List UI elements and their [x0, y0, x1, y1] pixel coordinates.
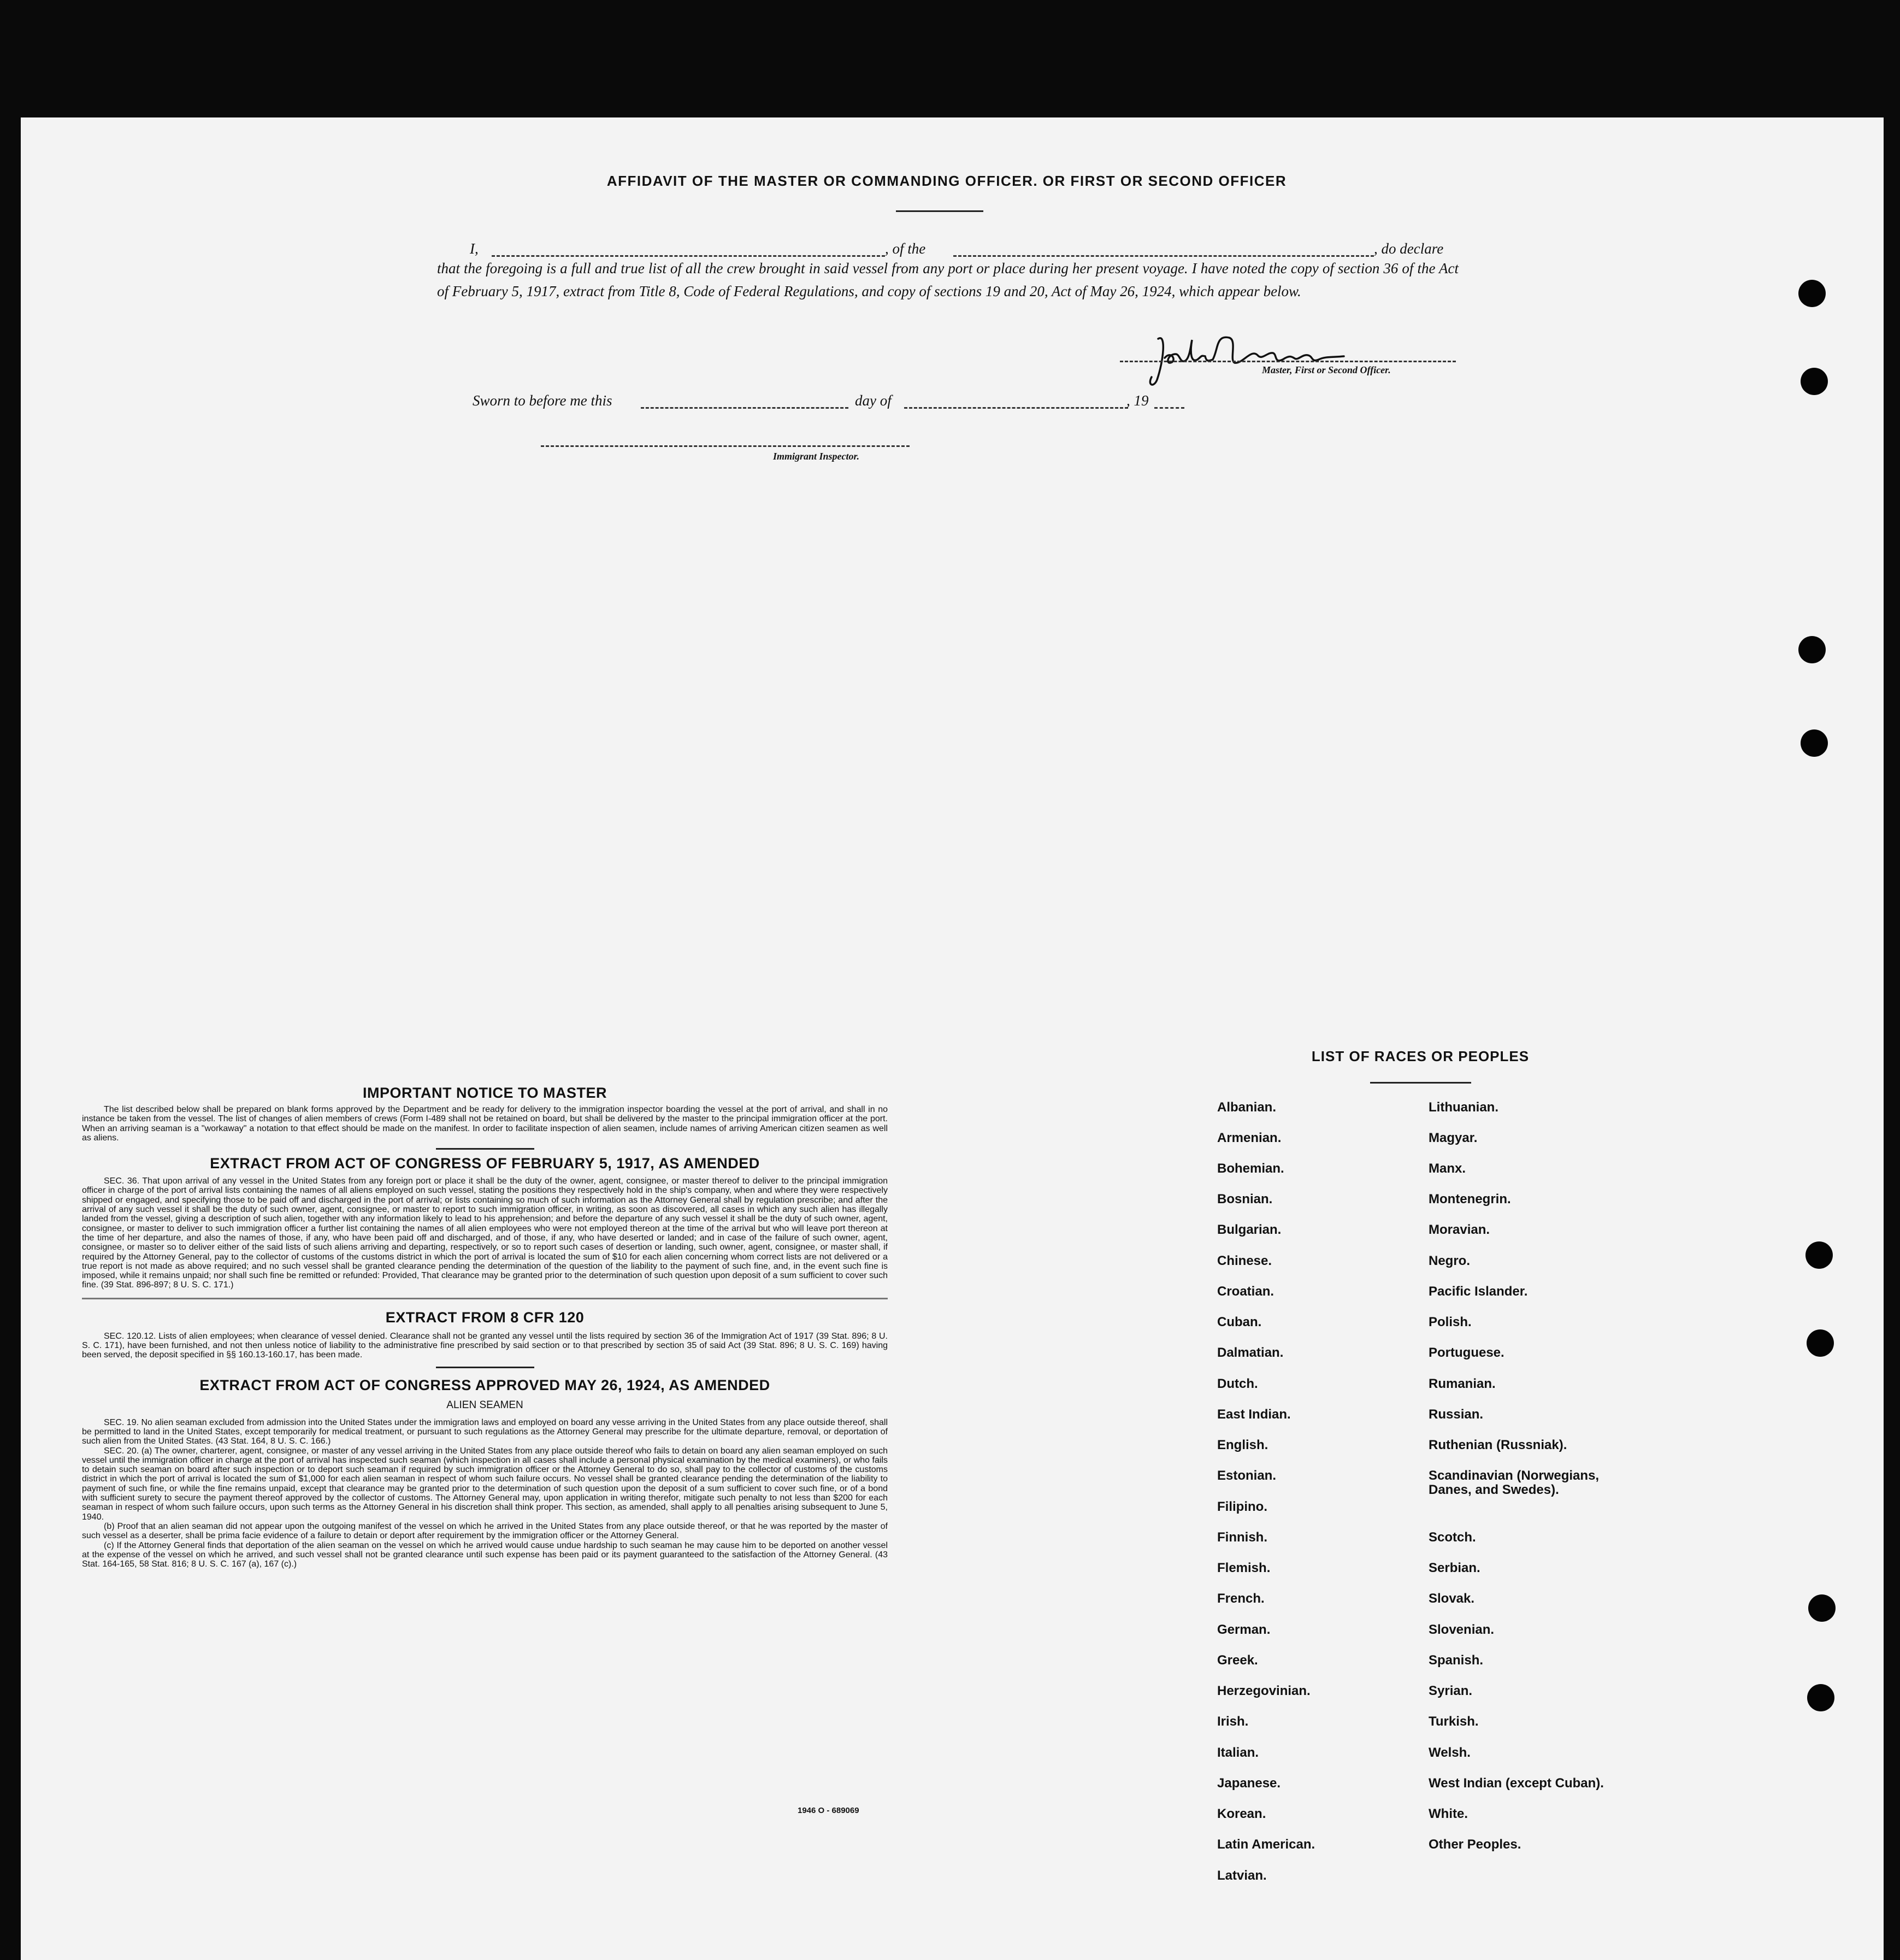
do-declare-label: , do declare [1374, 240, 1444, 257]
legal-notices-column [82, 1085, 888, 1569]
race-item: Scandinavian (Norwegians, Danes, and Swedes). [1429, 1468, 1600, 1497]
day-of-label: day of [855, 392, 892, 409]
race-item: French. [1217, 1591, 1265, 1606]
race-item: White. [1429, 1806, 1468, 1821]
race-item: Ruthenian (Russniak). [1429, 1438, 1567, 1452]
extract-1924-title: EXTRACT FROM ACT OF CONGRESS APPROVED MAY 26, 1924, AS AMENDED [199, 1376, 770, 1393]
extract-cfr-title: EXTRACT FROM 8 CFR 120 [385, 1309, 585, 1326]
punch-hole [1801, 368, 1828, 395]
document-page [21, 117, 1884, 1960]
punch-hole [1807, 1684, 1834, 1711]
sec-20b-body: (b) Proof that an alien seaman did not appear upon the outgoing manifest of the vessel on which he arrived in the United States from any place outside thereof, or that he was reported by the master of such vessel as a deserter, shall be prima facie evidence of a failure to detain or deport after requirement by the immigration officer or the Attorney General. [82, 1521, 888, 1541]
sworn-label: Sworn to before me this [473, 392, 612, 409]
race-item: Montenegrin. [1429, 1192, 1511, 1206]
race-item: West Indian (except Cuban). [1429, 1776, 1604, 1791]
race-item: Latvian. [1217, 1868, 1267, 1883]
race-item: Spanish. [1429, 1653, 1484, 1668]
extract-cfr-body: SEC. 120.12. Lists of alien employees; when clearance of vessel denied. Clearance shall not be granted any vessel until the lists required by section 36 of the Immigration Act of 1917 (39 Stat. 896; 8 U. S. C. 171), have been furnished, and not then unless notice of liability to the administrative fine prescribed by said section or to that prescribed by section 35 of said Act (39 Stat. 896; 8 U. S. C. 169) having been served, the deposit specified in §§ 160.13-160.17, has been made. [82, 1331, 888, 1360]
race-item: Finnish. [1217, 1530, 1267, 1545]
race-item: Polish. [1429, 1315, 1472, 1329]
sworn-year-blank [1154, 407, 1184, 409]
punch-hole [1798, 280, 1826, 307]
race-item: Other Peoples. [1429, 1837, 1521, 1852]
race-item: Russian. [1429, 1407, 1484, 1422]
race-item: Magyar. [1429, 1131, 1478, 1145]
divider [436, 1367, 534, 1368]
year-label: , 19 [1126, 392, 1149, 409]
race-item: Moravian. [1429, 1222, 1490, 1237]
print-code: 1946 O - 689069 [798, 1806, 859, 1815]
sec-19-body: SEC. 19. No alien seaman excluded from admission into the United States under the immigration laws and employed on board any vesse arriving in the United States from any place outside thereof, shall be permitted to land in the United States, except temporarily for medical treatment, or pursuant to such regulations as the Attorney General may prescribe for the ultimate departure, removal, or deportation of such alien from the United States. (43 Stat. 164, 8 U. S. C. 166.) [82, 1417, 888, 1446]
punch-hole [1808, 1594, 1836, 1622]
race-item: Korean. [1217, 1806, 1266, 1821]
race-item: Bulgarian. [1217, 1222, 1282, 1237]
signature-caption: Master, First or Second Officer. [1262, 364, 1391, 375]
race-item: Manx. [1429, 1161, 1466, 1176]
race-item: Scotch. [1429, 1530, 1476, 1545]
divider [82, 1298, 888, 1299]
sec-20c-body: (c) If the Attorney General finds that deportation of the alien seaman on the vessel on which he arrived would cause undue hardship to such seaman he may cause him to be deported on another vessel at the expense of the vessel on which he arrived, and such vessel shall not be granted clearance until such expense has been paid or its payment guaranteed to the satisfaction of the Attorney General. (43 Stat. 164-165, 58 Stat. 816; 8 U. S. C. 167 (a), 167 (c).) [82, 1540, 888, 1569]
race-item: German. [1217, 1622, 1271, 1637]
inspector-signature-line [541, 445, 910, 447]
race-item: East Indian. [1217, 1407, 1291, 1422]
race-item: Welsh. [1429, 1745, 1471, 1760]
punch-hole [1801, 729, 1828, 757]
race-item: Irish. [1217, 1714, 1249, 1729]
race-item: Slovenian. [1429, 1622, 1495, 1637]
race-item: Herzegovinian. [1217, 1684, 1311, 1698]
race-item: Japanese. [1217, 1776, 1281, 1791]
race-item: Armenian. [1217, 1131, 1282, 1145]
title-underline [896, 210, 983, 212]
affidavit-title: AFFIDAVIT OF THE MASTER OR COMMANDING OFFICER. OR FIRST OR SECOND OFFICER [606, 173, 1287, 189]
race-item: Serbian. [1429, 1561, 1480, 1575]
sworn-month-blank [904, 407, 1128, 409]
alien-seamen-subtitle: ALIEN SEAMEN [446, 1399, 523, 1411]
race-item: Filipino. [1217, 1499, 1267, 1514]
race-item: Flemish. [1217, 1561, 1271, 1575]
races-list-title: LIST OF RACES OR PEOPLES [1311, 1048, 1530, 1064]
race-item: Chinese. [1217, 1253, 1272, 1268]
races-title-underline [1370, 1082, 1471, 1084]
race-item: Syrian. [1429, 1684, 1473, 1698]
punch-hole [1798, 636, 1826, 663]
race-item: Negro. [1429, 1253, 1471, 1268]
race-item: Dutch. [1217, 1376, 1258, 1391]
race-item: Rumanian. [1429, 1376, 1496, 1391]
extract-1917-body: SEC. 36. That upon arrival of any vessel in the United States from any foreign port or place it shall be the duty of the owner, agent, consignee, or master thereof to deliver to the principal immigration officer in charge of the port of arrival lists containing the names of all aliens employed on such vessel, stating the positions they respectively hold in the ship's company, when and where they were respectively shipped or engaged, and specifying those to be paid off and discharged in the port of arrival; or lists containing so much of such information as the Attorney General shall by regulation prescribe; and after the arrival of any such vessel it shall be the duty of such owner, agent, consignee, or master to report to such immigration officer, in writing, as soon as discovered, all cases in which any such alien has illegally landed from the vessel, giving a description of such alien, together with any information likely to lead to his apprehension; and before the departure of any such vessel it shall be the duty of such owner, agent, consignee, or master to deliver to such immigration officer a further list containing the names of all alien employees who were not employed thereon at the time of the arrival but who will leave port thereon at the time of her departure, and also the names of those, if any, who have been paid off and discharged, and of those, if any, who have deserted or landed; and in case of the failure of such owner, agent, consignee, or master so to deliver either of the said lists of such aliens arriving and departing, respectively, or so to report such cases of desertion or landing, such owner, agent, consignee, or master shall, if required by the Attorney General, pay to the collector of customs of the customs district in which the port of arrival is located the sum of $10 for each alien concerning whom correct lists are not delivered or a true report is not made as above required; and no such vessel shall be granted clearance pending the determination of the question of the liability to the payment of such fine, and, in the event such fine is imposed, while it remains unpaid; nor shall such fine be remitted or refunded: Provided, That clearance may be granted prior to the determination of such question upon deposit of a sum sufficient to cover such fine. (39 Stat. 896-897; 8 U. S. C. 171.) [82, 1176, 888, 1290]
punch-hole [1805, 1241, 1833, 1269]
notice-title: IMPORTANT NOTICE TO MASTER [363, 1085, 607, 1101]
divider [436, 1148, 534, 1150]
race-item: Greek. [1217, 1653, 1258, 1668]
punch-hole [1807, 1329, 1834, 1357]
notice-body: The list described below shall be prepared on blank forms approved by the Department and be ready for delivery to the immigration inspector boarding the vessel at the port of arrival, and shall in no instance be taken from the vessel. The list of changes of alien members of crews (Form I-489 shall not be retained on board, but shall be delivered by the master to the principal immigration officer at the port. When an arriving seaman is a "workaway" a notation to that effect should be made on the manifest. In order to facilitate inspection of alien seamen, include names of arriving American citizen seamen as well as aliens. [82, 1105, 888, 1143]
race-item: Dalmatian. [1217, 1345, 1284, 1360]
of-the-label: , of the [885, 240, 926, 257]
race-item: Latin American. [1217, 1837, 1315, 1852]
inspector-caption: Immigrant Inspector. [773, 451, 860, 462]
race-item: English. [1217, 1438, 1268, 1452]
race-item: Slovak. [1429, 1591, 1475, 1606]
race-item: Bohemian. [1217, 1161, 1284, 1176]
race-item: Bosnian. [1217, 1192, 1273, 1206]
race-item: Cuban. [1217, 1315, 1262, 1329]
race-item: Pacific Islander. [1429, 1284, 1528, 1299]
race-item: Lithuanian. [1429, 1100, 1498, 1115]
race-item: Croatian. [1217, 1284, 1274, 1299]
sworn-day-blank [641, 407, 848, 409]
signature-line [1120, 361, 1456, 362]
race-item: Albanian. [1217, 1100, 1277, 1115]
extract-1917-title: EXTRACT FROM ACT OF CONGRESS OF FEBRUARY 5, 1917, AS AMENDED [210, 1155, 760, 1172]
race-item: Portuguese. [1429, 1345, 1504, 1360]
race-item: Turkish. [1429, 1714, 1479, 1729]
sec-20a-body: SEC. 20. (a) The owner, charterer, agent, consignee, or master of any vessel arriving in the United States from any place outside thereof who fails to detain on board any alien seaman employed on such vessel until the immigration officer in charge at the port of arrival has inspected such seaman (which inspection in all cases shall include a personal physical examination by the medical examiners), or who fails to detain such seaman on board after such inspection or to deport such seaman if required by such immigration officer or the Attorney General to do so, shall pay to the collector of customs of the customs district in which the port of arrival is located the sum of $1,000 for each alien seaman in respect of whom such failure occurs. No vessel shall be granted clearance pending the determination of the liability to payment of such fine, or while the fine remains unpaid, except that clearance may be granted prior to the determination of such question upon the deposit of a sum sufficient to cover such fine, or of a bond with sufficient surety to secure the payment thereof approved by the collector of customs. The Attorney General may, upon application in writing therefor, mitigate such penalty to not less than $200 for each seaman in respect of whom such failure occurs, upon such terms as the Attorney General in his discretion shall think proper. This section, as amended, shall apply to all penalties arising subsequent to June 5, 1940. [82, 1446, 888, 1522]
race-item: Estonian. [1217, 1468, 1277, 1483]
i-label: I, [470, 240, 479, 257]
affidavit-statement: that the foregoing is a full and true list of all the crew brought in said vessel from any port or place during her present voyage. I have noted the copy of section 36 of the Act of February 5, 1917, extract from Title 8, Code of Federal Regulations, and copy of sections 19 and 20, Act of May 26, 1924, which appear below. [437, 260, 1459, 299]
race-item: Italian. [1217, 1745, 1259, 1760]
